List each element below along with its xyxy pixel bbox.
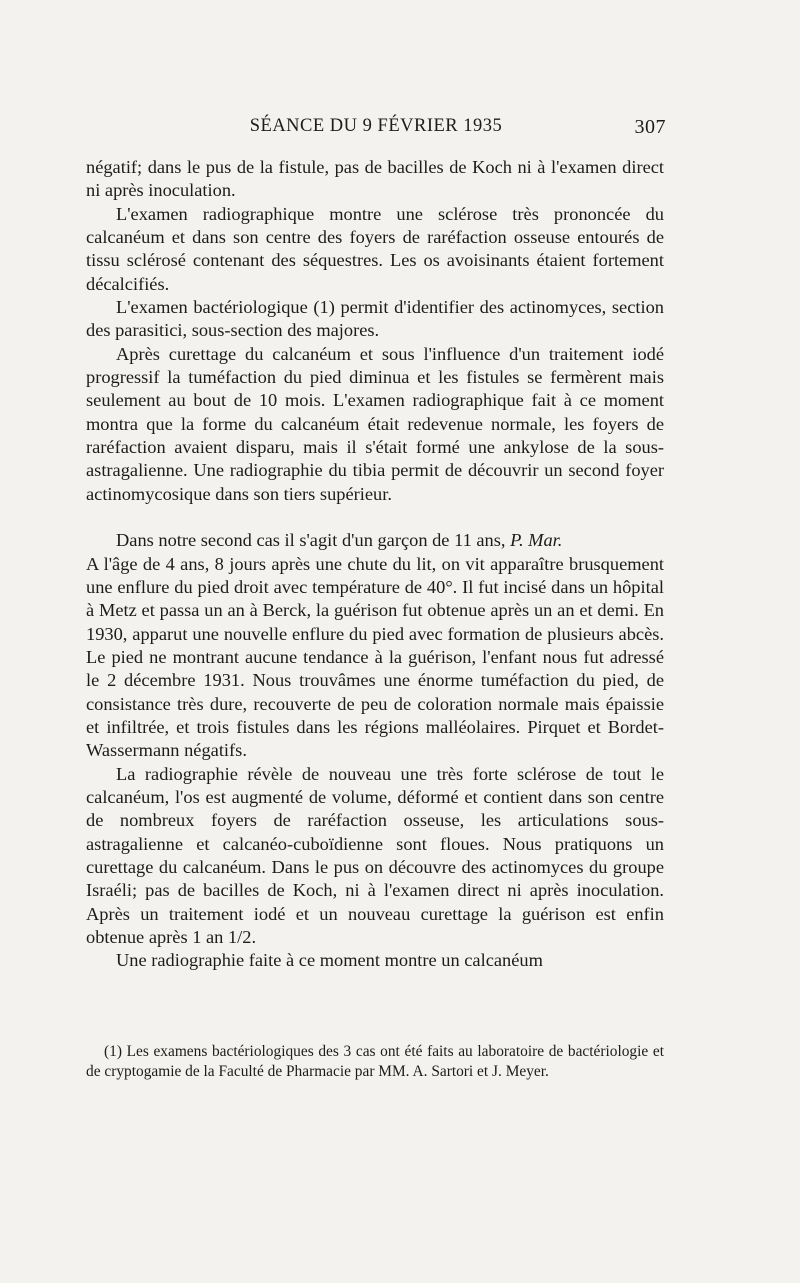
running-header	[86, 116, 666, 142]
paragraph: L'examen radiographique montre une sclérose très prononcée du calcanéum et dans son centre des foyers de raréfaction osseuse entourés de tissu sclérosé contenant des séquestres. Les os avoisinants étaient fortement décalcifiés.	[86, 203, 664, 294]
page-number: 307	[634, 116, 666, 138]
paragraph: Une radiographie faite à ce moment montre un calcanéum	[116, 950, 543, 971]
case-intro-text: Dans notre second cas il s'agit d'un garçon de 11 ans,	[116, 530, 511, 551]
paragraph-continued: négatif; dans le pus de la fistule, pas de bacilles de Koch ni à l'examen direct ni après inoculation.	[86, 157, 664, 201]
paragraph-second-case	[86, 529, 664, 552]
paragraph: A l'âge de 4 ans, 8 jours après une chute du lit, on vit apparaître brusquement une enflure du pied droit avec température de 40°. Il fut incisé dans un hôpital à Metz et passa un an à Berck, la guérison fut obtenue après un an et demi. En 1930, apparut une nouvelle enflure du pied avec formation de plusieurs abcès. Le pied ne montrant aucune tendance à la guérison, l'enfant nous fut adressé le 2 décembre 1931. Nous trouvâmes une énorme tuméfaction du pied, de consistance très dure, recouverte de peu de coloration normale mais épaissie et infiltrée, et trois fistules dans les régions malléolaires. Pirquet et Bordet-Wassermann négatifs.	[86, 553, 664, 761]
paragraph: L'examen bactériologique (1) permit d'identifier des actinomyces, section des parasitici, sous-section des majores.	[86, 297, 664, 341]
footnote	[86, 1042, 664, 1082]
footnote-text: (1) Les examens bactériologiques des 3 cas ont été faits au laboratoire de bactériologie et de cryptogamie de la Faculté de Pharmacie par MM. A. Sartori et J. Meyer.	[86, 1043, 664, 1080]
running-title: SÉANCE DU 9 FÉVRIER 1935	[249, 116, 503, 136]
body-text	[86, 156, 664, 973]
patient-initials: P. Mar.	[510, 530, 563, 551]
paragraph: La radiographie révèle de nouveau une très forte sclérose de tout le calcanéum, l'os est augmenté de volume, déformé et contient dans son centre de nombreux foyers de raréfaction osseuse, les articulations sous-astragalienne et calcanéo-cuboïdienne sont floues. Nous pratiquons un curettage du calcanéum. Dans le pus on découvre des actinomyces du groupe Israéli; pas de bacilles de Koch, ni à l'examen direct ni après inoculation. Après un traitement iodé et un nouveau curettage la guérison est enfin obtenue après 1 an 1/2.	[86, 763, 664, 947]
paragraph: Après curettage du calcanéum et sous l'influence d'un traitement iodé progressif la tuméfaction du pied diminua et les fistules se fermèrent mais seulement au bout de 10 mois. L'examen radiographique fait à ce moment montra que la forme du calcanéum était redevenue normale, les foyers de raréfaction avaient disparu, mais il s'était formé une ankylose de la sous-astragalienne. Une radiographie du tibia permit de découvrir un second foyer actinomycosique dans son tiers supérieur.	[86, 343, 664, 504]
